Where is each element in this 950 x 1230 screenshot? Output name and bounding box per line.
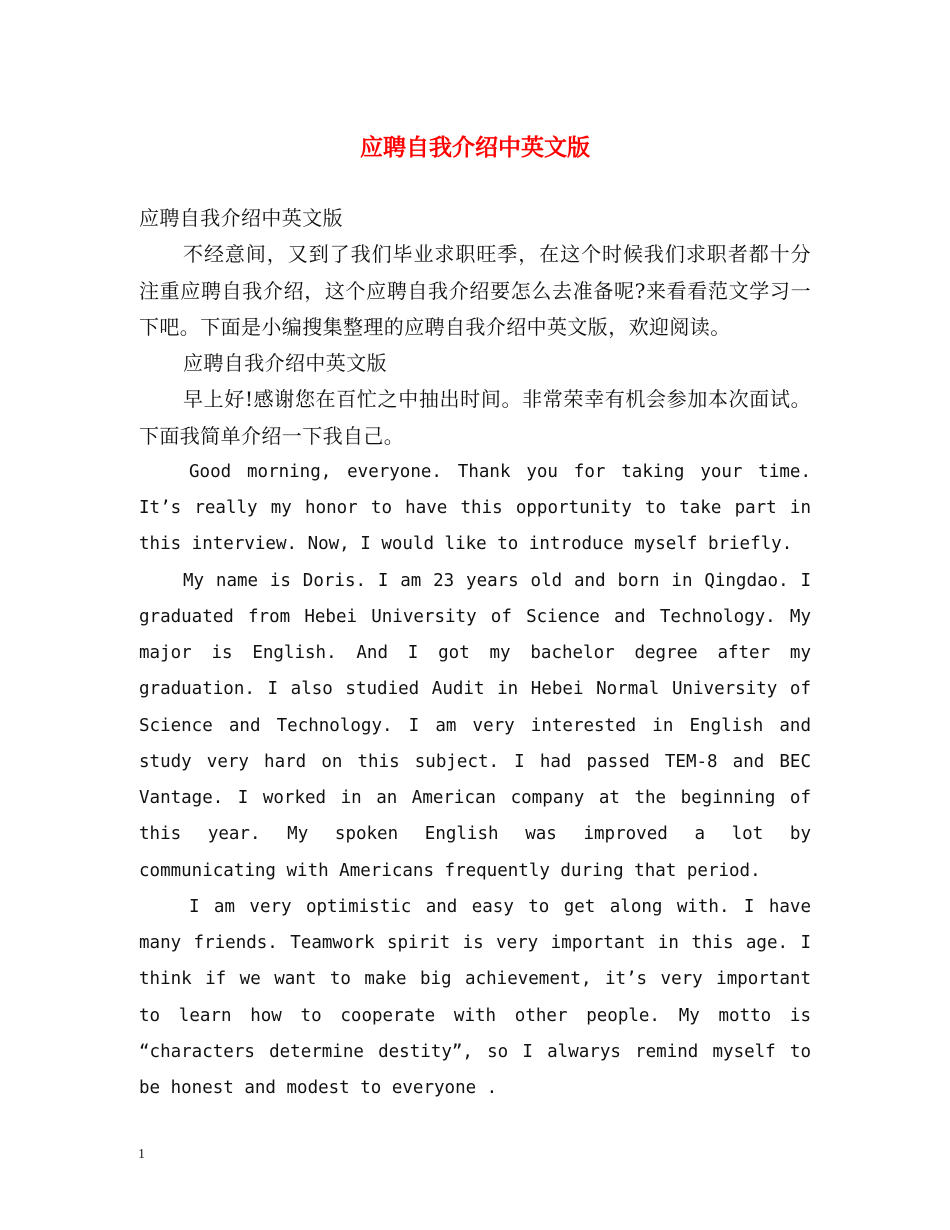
document-title: 应聘自我介绍中英文版 [360, 134, 590, 161]
paragraph-heading: 应聘自我介绍中英文版 [139, 206, 343, 230]
paragraph-greeting-zh: 早上好!感谢您在百忙之中抽出时间。非常荣幸有机会参加本次面试。下面我简单介绍一下我自己。 [139, 387, 811, 448]
paragraph-personality: I am very optimistic and easy to get along with. I have many friends. Teamwork spirit is very important in this age. I think if we want to make big achievement, it’s very important to learn how to cooperate with other people. My motto is “characters determine destity”, so I alwarys remind myself to be honest and modest to everyone . [139, 896, 811, 1098]
paragraph-background: My name is Doris. I am 23 years old and born in Qingdao. I graduated from Hebei University of Science and Technology. My major is English. And I got my bachelor degree after my graduation. I also studied Audit in Hebei Normal University of Science and Technology. I am very interested in English and study very hard on this subject. I had passed TEM-8 and BEC Vantage. I worked in an American company at the beginning of this year. My spoken English was improved a lot by communicating with Americans frequently during that period. [139, 570, 811, 881]
document-body [139, 200, 811, 1106]
page-number: 1 [138, 1147, 145, 1162]
paragraph-intro: 不经意间，又到了我们毕业求职旺季，在这个时候我们求职者都十分注重应聘自我介绍，这个应聘自我介绍要怎么去准备呢?来看看范文学习一下吧。下面是小编搜集整理的应聘自我介绍中英文版，欢迎阅读。 [139, 242, 811, 339]
paragraph-subheading: 应聘自我介绍中英文版 [183, 351, 387, 375]
paragraph-greeting-en: Good morning, everyone. Thank you for taking your time. It’s really my honor to have this opportunity to take part in this interview. Now, I would like to introduce myself briefly. [139, 461, 811, 555]
